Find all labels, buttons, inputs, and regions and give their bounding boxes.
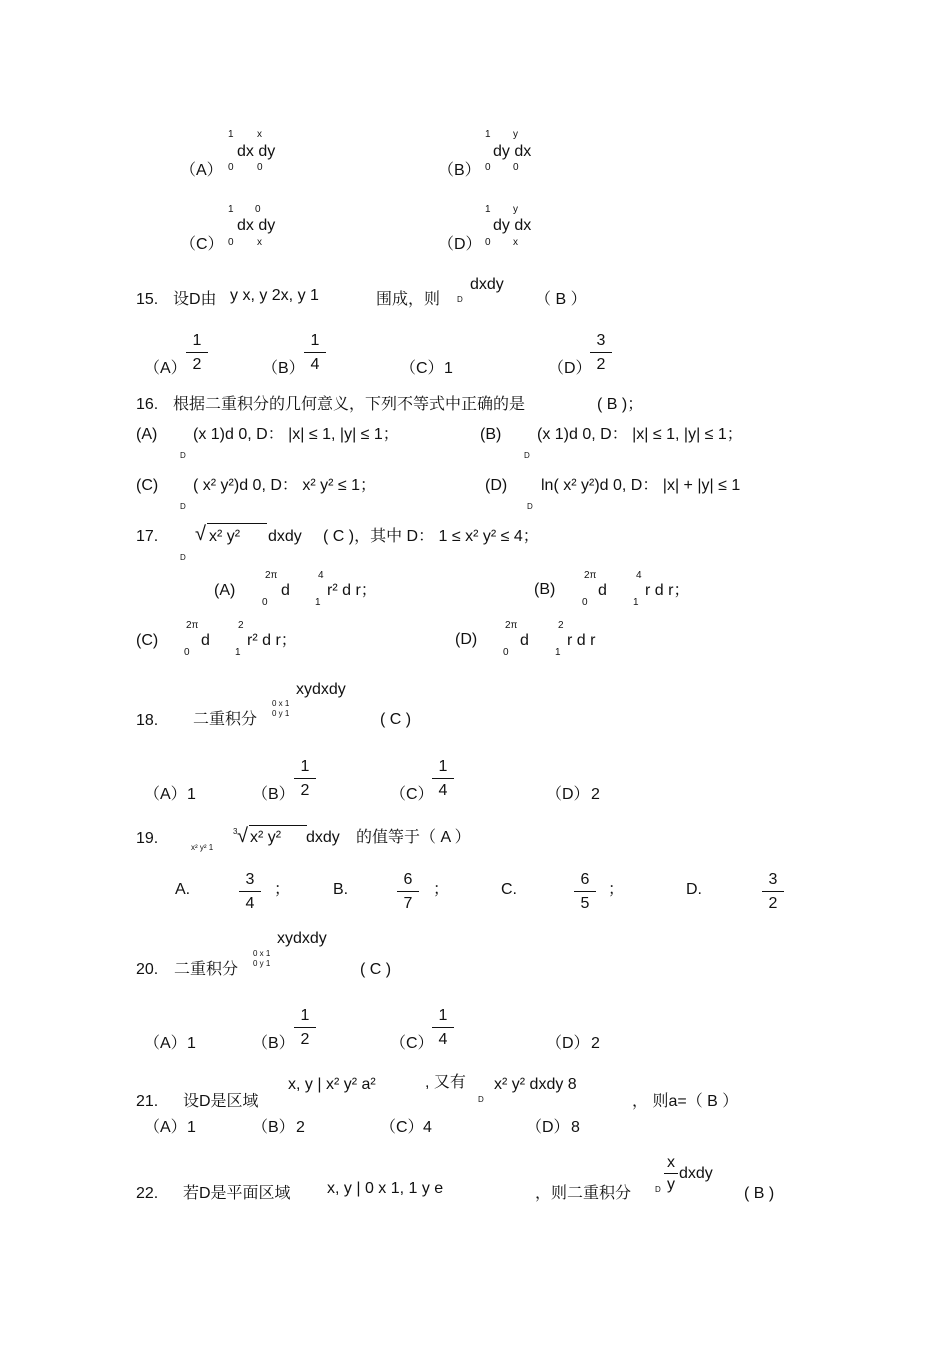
fraction: 1 2: [294, 1008, 316, 1048]
option-label: （C）: [390, 786, 434, 803]
question-stem: 二重积分: [193, 711, 258, 728]
option-label: （B）: [252, 786, 295, 803]
answer: （ B ）: [535, 291, 587, 308]
lower-limit: 0: [503, 647, 509, 658]
upper-limit: 4: [636, 570, 642, 581]
option-label: （A）: [144, 1119, 187, 1136]
lower-limit: 0: [485, 162, 491, 173]
lower-limit: 0: [228, 162, 234, 173]
fraction: 1 4: [432, 759, 454, 799]
upper-limit: 2: [558, 620, 564, 631]
region-definition: y x, y 2x, y 1: [230, 287, 319, 304]
option-label: (A): [136, 426, 158, 443]
option-expression: (x 1)d 0, D： |x| ≤ 1, |y| ≤ 1；: [193, 426, 399, 443]
upper-limit: 0: [255, 204, 261, 215]
domain-subscript: D: [457, 295, 463, 304]
upper-limit: 1: [485, 204, 491, 215]
upper-limit: y: [513, 129, 518, 140]
integrand-rest: dxdy: [268, 528, 302, 545]
question-number: 21.: [136, 1093, 159, 1110]
integral-expression: x² y² dxdy 8: [494, 1076, 577, 1093]
integrand: xydxdy: [296, 681, 346, 698]
domain-subscript: x² y² 1: [191, 843, 214, 852]
option-label: (B): [480, 426, 502, 443]
radical-sign: √: [237, 825, 248, 847]
option-label: （C）: [400, 360, 444, 377]
fraction: 6 7: [397, 872, 419, 912]
radical-bar: [207, 523, 267, 524]
integrand-rest: dxdy: [306, 829, 340, 846]
option-separator: ；: [274, 881, 291, 898]
option-label: (D): [485, 477, 508, 494]
option-label: （A）: [180, 162, 223, 179]
lower-limit: 1: [555, 647, 561, 658]
domain-subscript: D: [478, 1095, 484, 1104]
question-number: 15.: [136, 291, 159, 308]
fraction: 3 2: [590, 333, 612, 373]
question-stem: 若D是平面区域: [183, 1185, 291, 1202]
option-separator: ；: [608, 881, 625, 898]
radical-bar: [249, 825, 307, 826]
option-label: (C): [136, 477, 159, 494]
question-stem: 围成，则: [376, 291, 441, 308]
answer: ( C ): [380, 711, 412, 728]
domain-subscript: D: [180, 451, 186, 460]
question-stem: 设D由: [173, 291, 217, 308]
question-stem: 根据二重积分的几何意义，下列不等式中正确的是: [173, 396, 526, 413]
domain-subscript: 0 x 1: [272, 699, 290, 708]
upper-limit: 4: [318, 570, 324, 581]
integrand-rest: dxdy: [679, 1165, 713, 1182]
option-label: （C）: [180, 236, 224, 253]
option-label: （A）: [144, 1035, 187, 1052]
upper-limit: 2: [238, 620, 244, 631]
integral-expression: dy dx: [493, 143, 532, 160]
option-separator: ；: [433, 881, 450, 898]
option-label: （D）: [548, 360, 592, 377]
question-stem: ，则二重积分: [535, 1185, 632, 1202]
fraction: 1 4: [304, 333, 326, 373]
option-value: 1: [444, 360, 453, 377]
upper-limit: y: [513, 204, 518, 215]
fraction: 1 2: [294, 759, 316, 799]
fraction: 1 2: [186, 333, 208, 373]
fraction: x y: [664, 1155, 678, 1193]
option-expression: (x 1)d 0, D： |x| ≤ 1, |y| ≤ 1；: [537, 426, 743, 443]
option-label: C.: [501, 881, 517, 898]
domain-subscript: 0 x 1: [253, 949, 271, 958]
fraction: 3 4: [239, 872, 261, 912]
domain-subscript: 0 y 1: [272, 709, 290, 718]
integral-expression: d: [201, 632, 210, 649]
integral-expression: r² d r；: [327, 582, 377, 599]
lower-limit: 0: [485, 237, 491, 248]
option-value: 4: [423, 1119, 432, 1136]
radicand: x² y²: [209, 528, 241, 545]
integrand: dxdy: [470, 276, 504, 293]
integral-expression: r d r: [567, 632, 596, 649]
question-number: 17.: [136, 528, 159, 545]
upper-limit: x: [257, 129, 262, 140]
region-definition: x, y | x² y² a²: [288, 1076, 376, 1093]
option-label: （D）: [546, 786, 590, 803]
integral-expression: d: [281, 582, 290, 599]
integrand: xydxdy: [277, 930, 327, 947]
fraction: 3 2: [762, 872, 784, 912]
lower-limit: 1: [633, 597, 639, 608]
upper-limit: 1: [485, 129, 491, 140]
radical-sign: √: [195, 523, 206, 545]
option-label: A.: [175, 881, 191, 898]
answer: ( C )，其中 D： 1 ≤ x² y² ≤ 4；: [323, 528, 539, 545]
option-label: （D）: [526, 1119, 570, 1136]
upper-limit: 1: [228, 129, 234, 140]
domain-subscript: D: [180, 553, 186, 562]
option-value: 1: [187, 1035, 196, 1052]
lower-limit: 0: [257, 162, 263, 173]
lower-limit: 0: [513, 162, 519, 173]
fraction: 1 4: [432, 1008, 454, 1048]
question-stem: , 又有: [425, 1074, 466, 1091]
option-expression: ( x² y²)d 0, D： x² y² ≤ 1；: [193, 477, 377, 494]
integral-expression: r² d r；: [247, 632, 297, 649]
option-label: (D): [455, 631, 478, 648]
integral-expression: d: [598, 582, 607, 599]
answer: ( B )；: [597, 396, 644, 413]
option-label: B.: [333, 881, 349, 898]
lower-limit: 0: [228, 237, 234, 248]
fraction: 6 5: [574, 872, 596, 912]
upper-limit: 1: [228, 204, 234, 215]
integral-expression: dx dy: [237, 217, 276, 234]
option-label: D.: [686, 881, 702, 898]
question-number: 20.: [136, 961, 159, 978]
option-expression: ln( x² y²)d 0, D： |x| + |y| ≤ 1: [541, 477, 741, 494]
option-label: （C）: [390, 1035, 434, 1052]
option-label: （D）: [546, 1035, 590, 1052]
domain-subscript: 0 y 1: [253, 959, 271, 968]
root-index: 3: [233, 827, 238, 836]
option-label: (B): [534, 581, 556, 598]
domain-subscript: D: [527, 502, 533, 511]
question-stem: 二重积分: [174, 961, 239, 978]
domain-subscript: D: [524, 451, 530, 460]
option-label: （B）: [438, 162, 481, 179]
option-label: (C): [136, 632, 159, 649]
option-label: （A）: [144, 786, 187, 803]
lower-limit: 0: [582, 597, 588, 608]
lower-limit: 0: [262, 597, 268, 608]
upper-limit: 2π: [186, 620, 199, 631]
option-label: （B）: [262, 360, 305, 377]
integral-expression: dy dx: [493, 217, 532, 234]
lower-limit: x: [257, 237, 262, 248]
question-number: 19.: [136, 830, 159, 847]
integral-expression: dx dy: [237, 143, 276, 160]
option-value: 2: [591, 786, 600, 803]
question-stem: 设D是区域: [183, 1093, 259, 1110]
domain-subscript: D: [655, 1185, 661, 1194]
option-label: （B）: [252, 1119, 295, 1136]
region-definition: x, y | 0 x 1, 1 y e: [327, 1180, 444, 1197]
option-value: 1: [187, 1119, 196, 1136]
question-number: 16.: [136, 396, 159, 413]
question-stem: 的值等于（ A ）: [356, 829, 471, 846]
question-number: 18.: [136, 712, 159, 729]
question-number: 22.: [136, 1185, 159, 1202]
domain-subscript: D: [180, 502, 186, 511]
option-label: （B）: [252, 1035, 295, 1052]
option-value: 1: [187, 786, 196, 803]
option-label: （D）: [438, 236, 482, 253]
radicand: x² y²: [250, 829, 282, 846]
answer: ， 则a=（ B ）: [632, 1093, 739, 1110]
option-value: 8: [571, 1119, 580, 1136]
lower-limit: 0: [184, 647, 190, 658]
option-value: 2: [296, 1119, 305, 1136]
integral-expression: d: [520, 632, 529, 649]
integral-expression: r d r；: [645, 582, 690, 599]
option-value: 2: [591, 1035, 600, 1052]
option-label: （C）: [380, 1119, 424, 1136]
option-label: (A): [214, 582, 236, 599]
lower-limit: 1: [235, 647, 241, 658]
answer: ( B ): [744, 1185, 775, 1202]
upper-limit: 2π: [505, 620, 518, 631]
lower-limit: x: [513, 237, 518, 248]
lower-limit: 1: [315, 597, 321, 608]
option-label: （A）: [144, 360, 187, 377]
upper-limit: 2π: [584, 570, 597, 581]
answer: ( C ): [360, 961, 392, 978]
upper-limit: 2π: [265, 570, 278, 581]
